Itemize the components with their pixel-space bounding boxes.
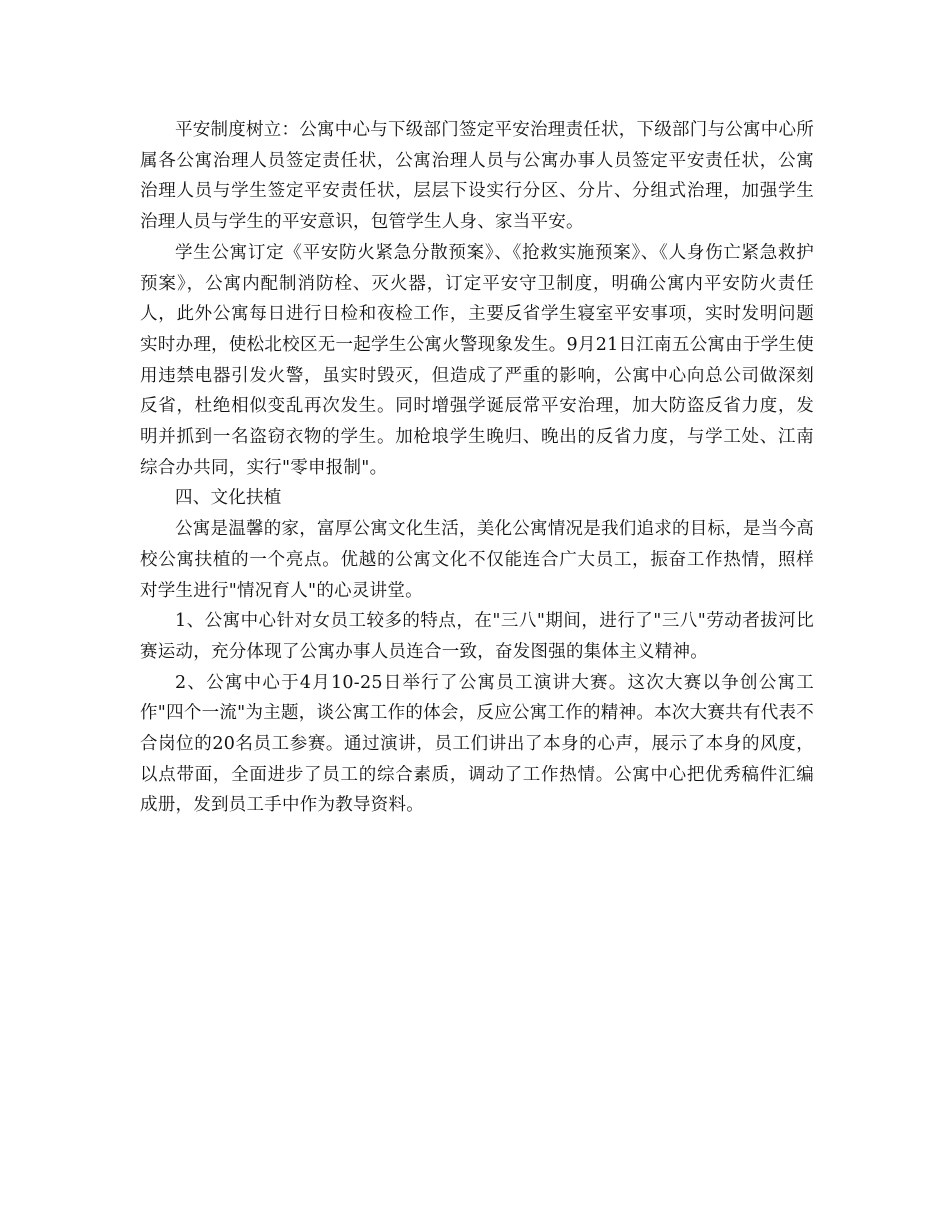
paragraph-tug-of-war: 1、公寓中心针对女员工较多的特点，在"三八"期间，进行了"三八"劳动者拔河比赛运动，充分体现了公寓办事人员连合一致，奋发图强的集体主义精神。	[140, 611, 814, 662]
section-heading-culture: 四、文化扶植	[175, 488, 282, 509]
paragraph-speech-contest: 2、公寓中心于4月10-25日举行了公寓员工演讲大赛。这次大赛以争创公寓工作"四个一流"为主题，谈公寓工作的体会，反应公寓工作的精神。本次大赛共有代表不合岗位的20名员工参赛。通过演讲，员工们讲出了本身的心声，展示了本身的风度，以点带面，全面进步了员工的综合素质，调动了工作热情。公寓中心把优秀稿件汇编成册，发到员工手中作为教导资料。	[140, 672, 814, 816]
paragraph-fire-prevention: 学生公寓订定《平安防火紧急分散预案》、《抢救实施预案》、《人身伤亡紧急救护预案》，公寓内配制消防栓、灭火器，订定平安守卫制度，明确公寓内平安防火责任人，此外公寓每日进行日检和夜检工作，主要反省学生寝室平安事项，实时发明问题实时办理，使松北校区无一起学生公寓火警现象发生。9月21日江南五公寓由于学生使用违禁电器引发火警，虽实时毁灭，但造成了严重的影响，公寓中心向总公司做深刻反省，杜绝相似变乱再次发生。同时增强学诞辰常平安治理，加大防盗反省力度，发明并抓到一名盗窃衣物的学生。加枪埌学生晚归、晚出的反省力度，与学工处、江南综合办共同，实行"零申报制"。	[140, 242, 814, 478]
paragraph-safety-system: 平安制度树立：公寓中心与下级部门签定平安治理责任状，下级部门与公寓中心所属各公寓治理人员签定责任状，公寓治理人员与公寓办事人员签定平安责任状，公寓治理人员与学生签定平安责任状，层层下设实行分区、分片、分组式治理，加强学生治理人员与学生的平安意识，包管学生人身、家当平安。	[140, 120, 814, 233]
document-body	[140, 115, 814, 821]
paragraph-culture-intro: 公寓是温馨的家，富厚公寓文化生活，美化公寓情况是我们追求的目标，是当今高校公寓扶植的一个亮点。优越的公寓文化不仅能连合广大员工，振奋工作热情，照样对学生进行"情况育人"的心灵讲堂。	[140, 519, 814, 601]
